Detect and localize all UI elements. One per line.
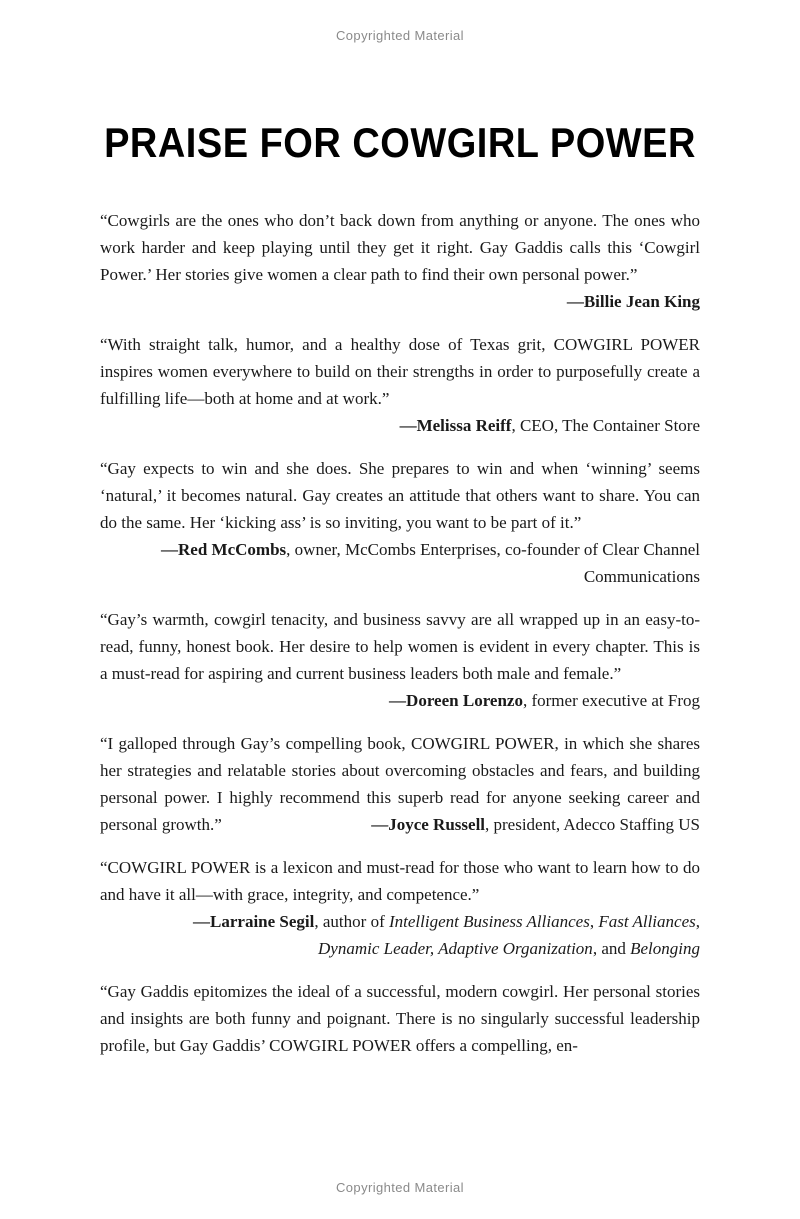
attribution-segment: , author of [314,912,389,931]
quote-paragraph [100,978,700,1059]
attribution-segment: , owner, McCombs Enterprises, co-founder of Clear Channel Communications [286,540,705,586]
attribution-segment: , president, Adecco Staffing US [485,815,700,834]
attribution-segment: , former executive at Frog [522,691,700,710]
attribution-segment: —Red McCombs [161,540,287,559]
attribution-segment: , and [592,939,631,958]
quote-text: “Gay Gaddis epitomizes the ideal of a successful, modern cowgirl. Her personal stories and insights are both funny and poignant. There is no singularly successful leadership profile, but Gay Gaddis’ COWGIRL POWER offers a compelling, en- [100,982,700,1055]
attribution-segment: , CEO, The Container Store [511,416,700,435]
copyright-notice-top: Copyrighted Material [336,28,464,43]
quote-attribution [400,412,700,439]
quote-paragraph [100,331,700,439]
quote-paragraph [100,854,705,962]
quote-text: “Gay expects to win and she does. She prepares to win and when ‘winning’ seems ‘natural,’ it becomes natural. Gay creates an attitude that others want to share. You can do the same. Her ‘kicking ass’ is so inviting, you want to be part of it.” [100,459,700,532]
quote-text: “Cowgirls are the ones who don’t back down from anything or anyone. The ones who work harder and keep playing until they get it right. Gay Gaddis calls this ‘Cowgirl Power.’ Her stories give women a clear path to find their own personal power.” [100,211,700,284]
attribution-segment: Belonging [630,939,700,958]
quote-paragraph [100,730,700,838]
quote-text: “With straight talk, humor, and a healthy dose of Texas grit, COWGIRL POWER inspires women everywhere to build on their strengths in order to purposefully create a fulfilling life—both at home and at work.” [100,335,700,408]
quote-paragraph [100,606,700,714]
quote-paragraph [100,455,705,590]
attribution-segment: —Joyce Russell [371,815,486,834]
quote-text: “COWGIRL POWER is a lexicon and must-read for those who want to learn how to do and have it all—with grace, integrity, and competence.” [100,858,700,904]
quote-attribution [148,536,705,590]
attribution-segment: Dynamic Leader, Adaptive Organization [318,939,593,958]
attribution-segment: Fast Alliances [598,912,696,931]
attribution-segment: , [695,912,705,931]
quote-attribution [148,908,705,962]
attribution-segment: , [589,912,599,931]
quote-text: “Gay’s warmth, cowgirl tenacity, and business savvy are all wrapped up in an easy-to-read, funny, honest book. Her desire to help women is evident in every chapter. This is a must-read for aspiring and current business leaders both male and female.” [100,610,700,683]
attribution-segment: —Larraine Segil [193,912,315,931]
page-title: PRAISE FOR COWGIRL POWER [104,120,696,167]
copyright-notice-bottom: Copyrighted Material [336,1180,464,1195]
quote-attribution [371,811,700,838]
quote-attribution [567,288,700,315]
praise-page-content [100,120,705,1059]
attribution-segment: Intelligent Business Alliances [388,912,590,931]
quote-paragraph [100,207,700,315]
attribution-segment: —Melissa Reiff [399,416,512,435]
quote-text: “I galloped through Gay’s compelling book, COWGIRL POWER, in which she shares her strategies and relatable stories about overcoming obstacles and fears, and building personal power. I highly recommend this superb read for anyone seeking career and personal growth.” [100,734,700,834]
attribution-segment: —Billie Jean King [566,292,700,311]
attribution-segment: —Doreen Lorenzo [389,691,523,710]
quotes-list [100,207,705,1059]
quote-attribution [389,687,700,714]
